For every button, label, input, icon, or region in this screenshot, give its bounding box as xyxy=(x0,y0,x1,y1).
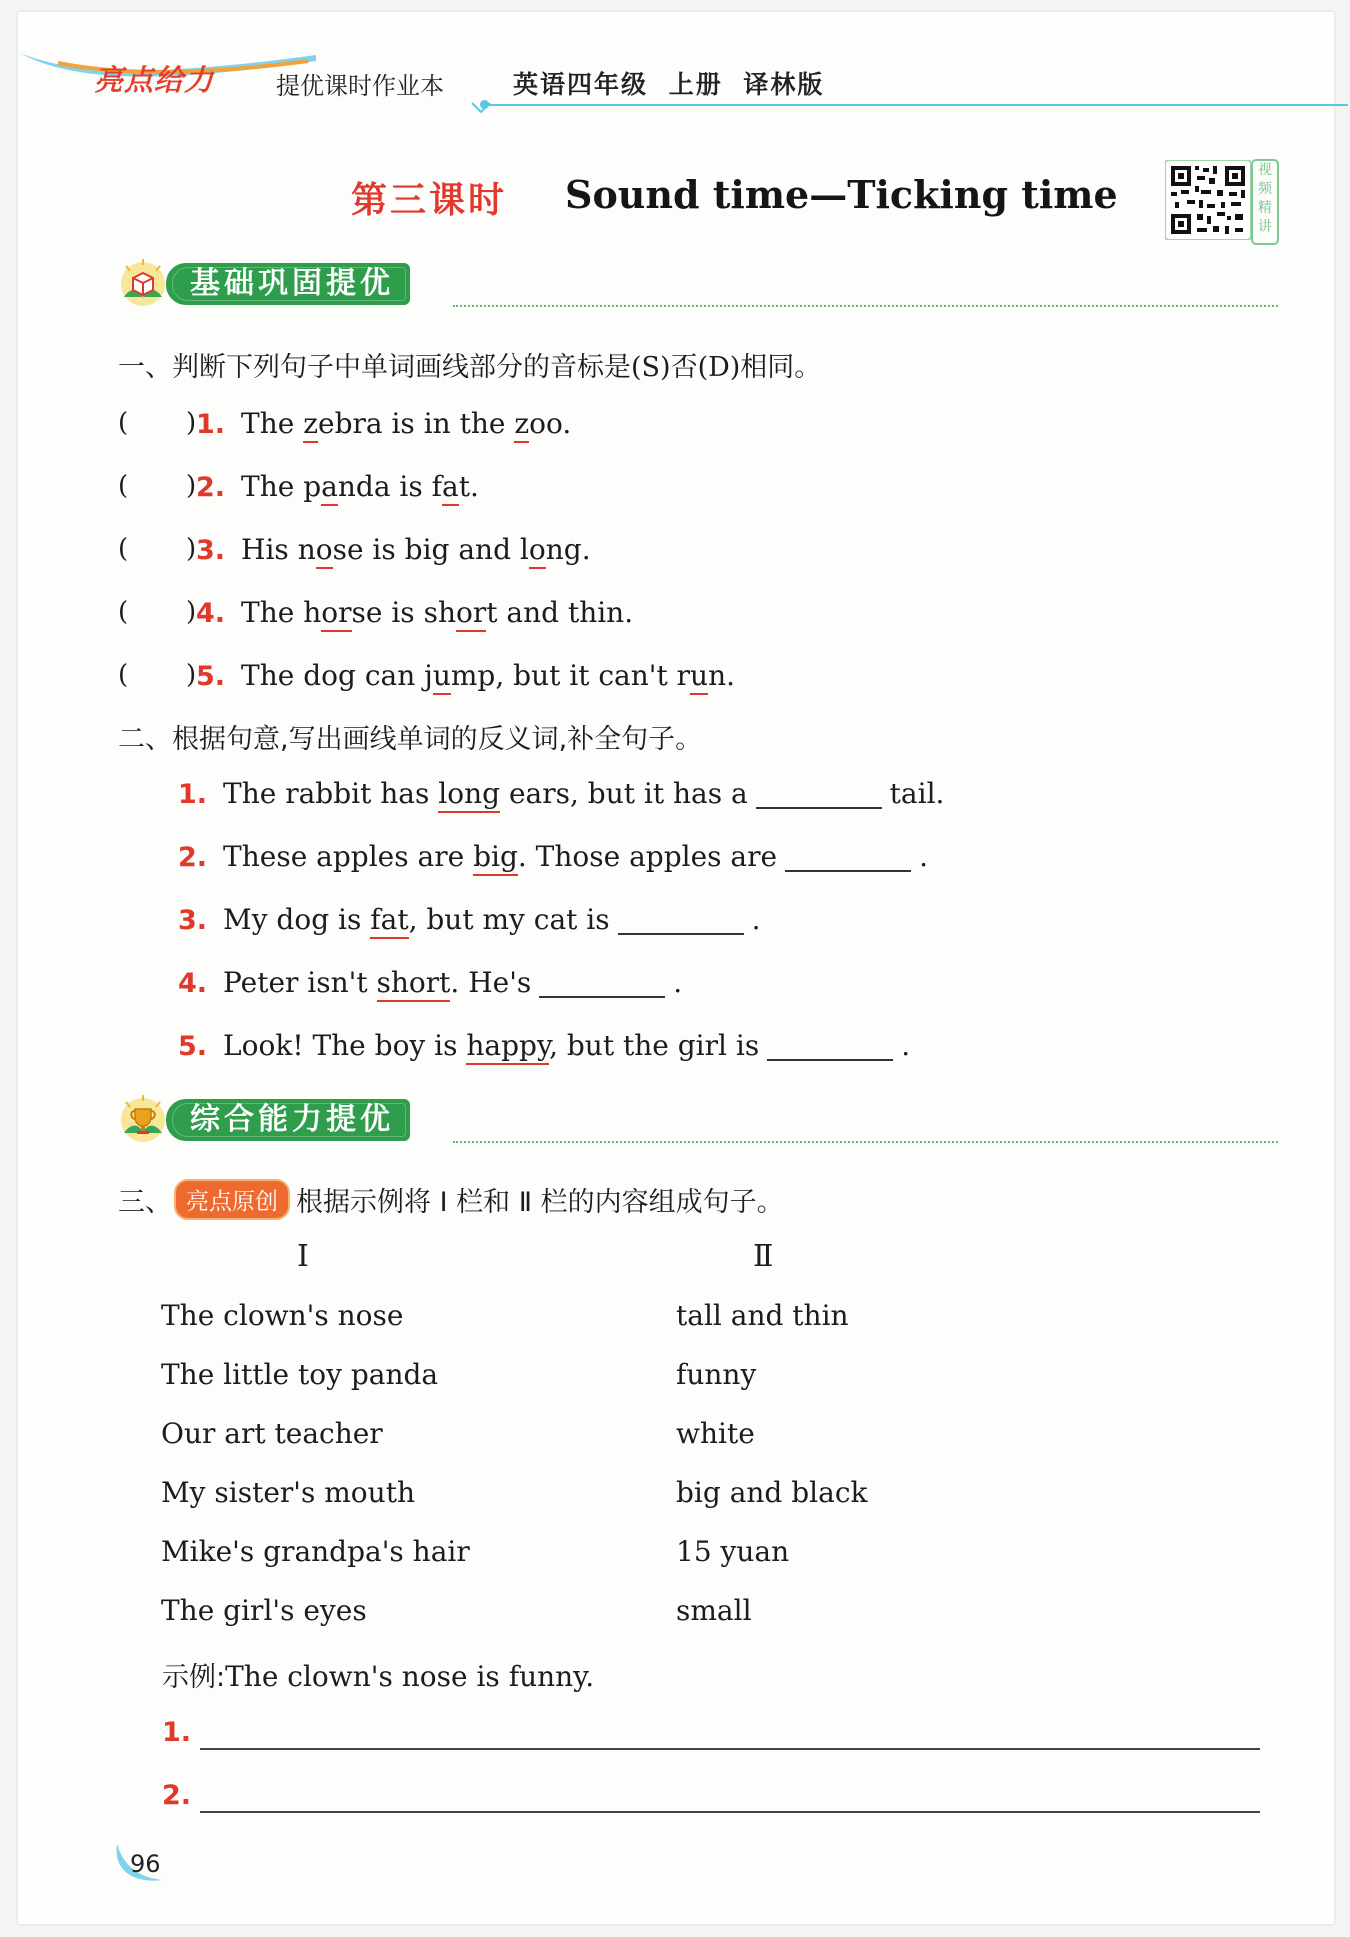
q1-item5 xyxy=(196,659,735,692)
q2-item5-text: Look! The boy is xyxy=(223,1029,467,1062)
column-1-item: Mike's grandpa's hair xyxy=(161,1535,470,1568)
header-chevron-icon xyxy=(471,102,491,114)
q2-item1 xyxy=(178,777,944,810)
q1-item4 xyxy=(196,596,633,629)
qr-code-icon[interactable] xyxy=(1165,160,1251,240)
q2-heading: 二、根据句意,写出画线单词的反义词,补全句子。 xyxy=(118,724,703,755)
q1-item5-underline1: u xyxy=(433,659,451,695)
q3-answer1-line[interactable] xyxy=(200,1748,1260,1750)
column-2-item: small xyxy=(676,1594,752,1627)
q3-example-text: The clown's nose is funny. xyxy=(225,1660,595,1693)
q1-item3-underline1: o xyxy=(316,533,333,569)
q1-item1-text: oo. xyxy=(529,407,572,440)
q2-item4-text: . xyxy=(673,966,683,999)
q1-item4-underline1: or xyxy=(321,596,351,632)
q1-item5-text: mp, but it can't r xyxy=(450,659,691,692)
section1-title: 基础巩固提优 xyxy=(166,263,410,305)
column-2-item: big and black xyxy=(676,1476,868,1509)
q2-item4-text: . He's xyxy=(450,966,532,999)
q2-item4-blank[interactable] xyxy=(539,995,665,998)
lesson-title-en: Sound time—Ticking time xyxy=(565,172,1118,217)
q1-heading xyxy=(118,345,821,384)
q1-item4-underline2: or xyxy=(456,596,486,632)
q1-item1-underline1: z xyxy=(303,407,318,443)
q1-item5-number: 5. xyxy=(196,661,226,692)
q1-item1-text: The xyxy=(241,407,304,440)
q2-item2-number: 2. xyxy=(178,842,208,873)
section2-divider xyxy=(453,1141,1278,1143)
q2-item2-blank[interactable] xyxy=(785,869,911,872)
q2-item1-text: tail. xyxy=(889,777,945,810)
q2-item2-underlined-word: big xyxy=(473,840,518,876)
q2-item5-text: . xyxy=(901,1029,911,1062)
q3-answer1-number: 1. xyxy=(162,1717,192,1748)
q1-item5-text: n. xyxy=(708,659,735,692)
q1-item3-text: se is big and l xyxy=(332,533,529,566)
header-brand: 亮点给力 xyxy=(94,63,215,97)
q1-item4-number: 4. xyxy=(196,598,226,629)
lesson-title-cn: 第三课时 xyxy=(351,179,508,221)
trophy-emblem-icon xyxy=(118,1095,168,1145)
q1-item5-answer-box[interactable]: ( ) xyxy=(118,660,197,690)
q1-item2-text: t. xyxy=(458,470,479,503)
q1-item3-underline2: o xyxy=(529,533,546,569)
q2-item3-text: , but my cat is xyxy=(408,903,610,936)
q1-item3-number: 3. xyxy=(196,535,226,566)
original-badge: 亮点原创 xyxy=(174,1179,290,1220)
column-2-item: funny xyxy=(676,1358,757,1391)
q1-item3-text: ng. xyxy=(545,533,591,566)
q2-item4-text: Peter isn't xyxy=(223,966,377,999)
q2-item3 xyxy=(178,903,761,936)
q1-heading-end: 相同。 xyxy=(740,352,822,383)
q2-item2-text: . Those apples are xyxy=(517,840,778,873)
q3-example xyxy=(162,1655,594,1694)
q2-item4-number: 4. xyxy=(178,968,208,999)
q1-item3-answer-box[interactable]: ( ) xyxy=(118,534,197,564)
q2-item3-text: My dog is xyxy=(223,903,371,936)
q3-prefix: 三、 xyxy=(118,1187,172,1218)
q2-item4-underlined-word: short xyxy=(377,966,451,1002)
q1-item1-number: 1. xyxy=(196,409,226,440)
q3-answer2-number: 2. xyxy=(162,1780,192,1811)
qr-caption: 视频精讲 xyxy=(1251,159,1279,245)
header-rule xyxy=(488,104,1348,106)
q2-item1-text: ears, but it has a xyxy=(500,777,748,810)
q2-item2-text: These apples are xyxy=(223,840,474,873)
q1-item1-text: ebra is in the xyxy=(318,407,515,440)
q2-item1-text: The rabbit has xyxy=(223,777,439,810)
section2-title: 综合能力提优 xyxy=(166,1099,410,1141)
q1-item5-underline2: u xyxy=(690,659,708,695)
q1-heading-s: (S) xyxy=(631,352,671,383)
q1-item3 xyxy=(196,533,591,566)
q1-item2-text: nda is f xyxy=(337,470,442,503)
header-grade: 英语四年级 上册 译林版 xyxy=(513,70,825,99)
column-1-item: The clown's nose xyxy=(161,1299,404,1332)
q2-item1-number: 1. xyxy=(178,779,208,810)
q1-item1-answer-box[interactable]: ( ) xyxy=(118,408,197,438)
q1-item4-text: t and thin. xyxy=(486,596,634,629)
q1-item4-text: The h xyxy=(241,596,322,629)
column-1-header: Ⅰ xyxy=(297,1239,309,1274)
q1-item2-answer-box[interactable]: ( ) xyxy=(118,471,197,501)
header-subtitle: 提优课时作业本 xyxy=(276,72,444,100)
q1-item2-underline1: a xyxy=(321,470,338,506)
q3-heading-text: 根据示例将 Ⅰ 栏和 Ⅱ 栏的内容组成句子。 xyxy=(296,1187,784,1218)
column-2-item: white xyxy=(676,1417,755,1450)
q1-heading-d: (D) xyxy=(697,352,741,383)
q2-item1-blank[interactable] xyxy=(756,806,882,809)
cube-emblem-icon xyxy=(118,259,168,309)
q2-item3-underlined-word: fat xyxy=(370,903,408,939)
column-1-item: Our art teacher xyxy=(161,1417,383,1450)
q3-example-label: 示例: xyxy=(162,1662,226,1693)
q1-item1 xyxy=(196,407,571,440)
q2-item5-underlined-word: happy xyxy=(466,1029,549,1065)
q2-item3-number: 3. xyxy=(178,905,208,936)
q2-item4 xyxy=(178,966,682,999)
column-1-item: The girl's eyes xyxy=(161,1594,367,1627)
column-2-item: 15 yuan xyxy=(676,1535,790,1568)
q1-item2-underline2: a xyxy=(442,470,459,506)
q1-item4-text: se is sh xyxy=(351,596,456,629)
q1-item1-underline2: z xyxy=(514,407,529,443)
q2-item5-number: 5. xyxy=(178,1031,208,1062)
q2-item2 xyxy=(178,840,928,873)
q3-heading xyxy=(118,1179,784,1220)
q2-item2-text: . xyxy=(919,840,928,873)
q2-item5 xyxy=(178,1029,910,1062)
q1-item4-answer-box[interactable]: ( ) xyxy=(118,597,197,627)
q2-item5-text: , but the girl is xyxy=(549,1029,760,1062)
column-2-item: tall and thin xyxy=(676,1299,849,1332)
worksheet-page xyxy=(18,12,1334,1924)
q3-answer2-line[interactable] xyxy=(200,1811,1260,1813)
column-1-item: The little toy panda xyxy=(161,1358,439,1391)
q1-item2-text: The p xyxy=(241,470,322,503)
column-1-item: My sister's mouth xyxy=(161,1476,415,1509)
page-number: 96 xyxy=(130,1850,161,1878)
section1-divider xyxy=(453,305,1278,307)
column-2-header: Ⅱ xyxy=(753,1239,774,1274)
q2-item1-underlined-word: long xyxy=(438,777,500,813)
q1-heading-or: 否 xyxy=(670,352,698,383)
q2-item3-text: . xyxy=(751,903,761,936)
q1-heading-text: 一、判断下列句子中单词画线部分的音标是 xyxy=(118,352,631,383)
q1-item2 xyxy=(196,470,479,503)
q1-item3-text: His n xyxy=(241,533,316,566)
q1-item2-number: 2. xyxy=(196,472,226,503)
q2-item5-blank[interactable] xyxy=(767,1058,893,1061)
q1-item5-text: The dog can j xyxy=(241,659,433,692)
q2-item3-blank[interactable] xyxy=(618,932,744,935)
